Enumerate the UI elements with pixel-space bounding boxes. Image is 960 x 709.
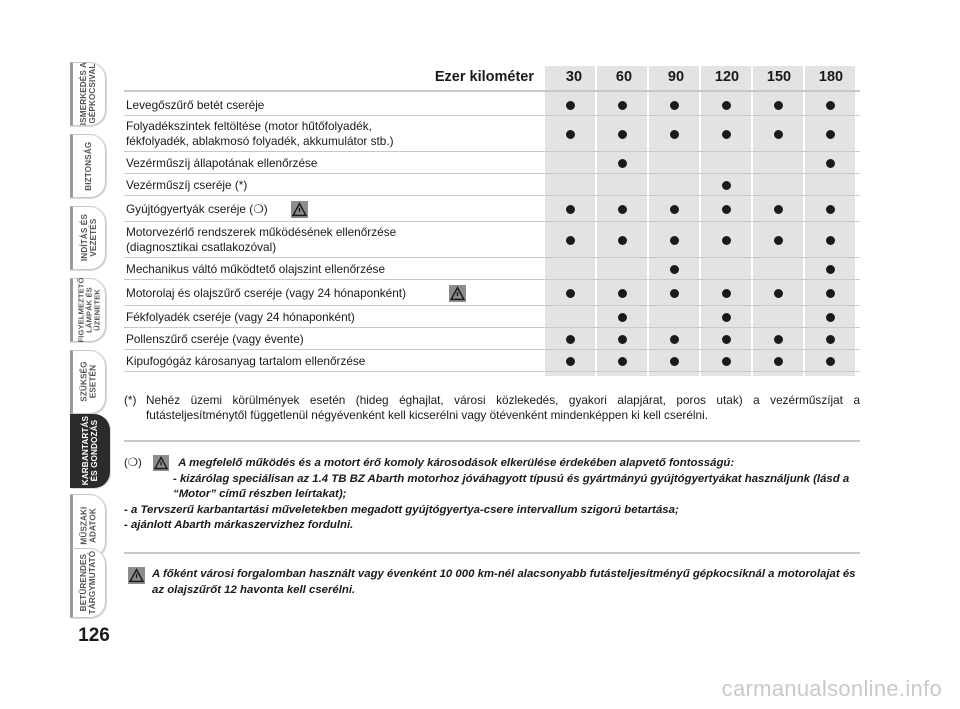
tab-label: INDÍTÁS ÉS VEZETÉS <box>79 214 98 262</box>
km-column-90: 90 <box>667 69 685 85</box>
schedule-dot-icon <box>618 159 627 168</box>
schedule-dot-icon <box>774 130 783 139</box>
row-label: Levegőszűrő betét cseréje <box>126 97 265 112</box>
tab-label: BIZTONSÁG <box>83 141 93 191</box>
schedule-dot-icon <box>826 357 835 366</box>
row-label: Kipufogógáz károsanyag tartalom ellenőrzése <box>126 353 366 368</box>
footnote-text: Nehéz üzemi körülmények esetén (hideg éghajlat, városi közlekedés, gyakori alapjárat, poros utak) a vezérműszíjat a futásteljesítménytől függetlenül négyévenként kell kicserélni vagy ötévenként mindenképpen ki kell cserélni. <box>146 393 860 422</box>
note-mark: (❍) <box>124 457 142 470</box>
schedule-dot-icon <box>774 236 783 245</box>
table-row <box>124 222 860 258</box>
note-line-1: A megfelelő működés és a motort érő komoly károsodások elkerülése érdekében alapvető fontosságú: <box>178 457 735 470</box>
row-label: Vezérműszíj állapotának ellenőrzése <box>126 155 318 170</box>
tab-figyelmezteto[interactable] <box>70 278 106 342</box>
warning-triangle-icon <box>153 455 169 471</box>
table-row <box>124 280 860 306</box>
table-row <box>124 94 860 116</box>
table-row <box>124 196 860 222</box>
table-row <box>124 328 860 350</box>
warning-triangle-icon <box>291 201 308 223</box>
oil-note-text: A főként városi forgalomban használt vagy évenként 10 000 km-nél alacsonyabb futásteljesítményű gépkocsiknál a motorolajat és az olajszűrőt 12 havonta kell cserélni. <box>152 568 856 596</box>
schedule-dot-icon <box>722 101 731 110</box>
schedule-dot-icon <box>670 130 679 139</box>
schedule-dot-icon <box>826 205 835 214</box>
schedule-dot-icon <box>670 335 679 344</box>
spark-plug-note <box>124 455 860 534</box>
table-row <box>124 258 860 280</box>
schedule-dot-icon <box>826 313 835 322</box>
schedule-dot-icon <box>618 130 627 139</box>
schedule-dot-icon <box>670 101 679 110</box>
schedule-dot-icon <box>826 265 835 274</box>
table-header <box>124 66 860 92</box>
schedule-dot-icon <box>826 289 835 298</box>
row-label: Mechanikus váltó működtető olajszint ellenőrzése <box>126 261 386 276</box>
schedule-dot-icon <box>618 313 627 322</box>
schedule-dot-icon <box>722 205 731 214</box>
tab-label: BETŰRENDES TÁRGYMUTATÓ <box>79 551 97 615</box>
table-row <box>124 174 860 196</box>
schedule-dot-icon <box>618 236 627 245</box>
schedule-dot-icon <box>774 357 783 366</box>
oil-change-note <box>128 567 860 598</box>
schedule-dot-icon <box>566 205 575 214</box>
schedule-dot-icon <box>722 181 731 190</box>
table-row <box>124 152 860 174</box>
km-header-label: Ezer kilométer <box>434 69 534 85</box>
tab-label: MŰSZAKI ADATOK <box>79 507 97 545</box>
schedule-dot-icon <box>774 101 783 110</box>
schedule-dot-icon <box>826 236 835 245</box>
tab-biztonsag[interactable] <box>70 134 106 198</box>
page-number: 126 <box>78 625 110 646</box>
schedule-dot-icon <box>722 335 731 344</box>
schedule-dot-icon <box>722 236 731 245</box>
table-row <box>124 306 860 328</box>
schedule-dot-icon <box>774 289 783 298</box>
row-label: Pollenszűrő cseréje (vagy évente) <box>126 331 304 346</box>
maintenance-schedule-table <box>124 66 860 368</box>
schedule-dot-icon <box>774 335 783 344</box>
footnote-mark: (*) <box>124 393 137 407</box>
row-label: Motorvezérlő rendszerek működésének ellenőrzése (diagnosztikai csatlakozóval) <box>126 225 397 254</box>
schedule-dot-icon <box>618 335 627 344</box>
km-column-120: 120 <box>714 69 740 85</box>
note-line-2: - kizárólag speciálisan az 1.4 TB BZ Abarth motorhoz jóváhagyott típusú és gyártmányú gyújtógyertyákat használjunk (lásd a “Motor” című részben leírtakat); <box>173 472 850 501</box>
schedule-dot-icon <box>566 236 575 245</box>
table-row <box>124 350 860 372</box>
schedule-dot-icon <box>722 357 731 366</box>
km-column-60: 60 <box>615 69 633 85</box>
note-line-4: - ajánlott Abarth márkaszervizhez fordulni. <box>124 519 354 532</box>
tab-label: ISMERKEDÉS A GÉPKOCSIVAL <box>79 62 98 126</box>
tab-label: SZÜKSÉG ESETÉN <box>79 361 97 403</box>
row-label: Motorolaj és olajszűrő cseréje (vagy 24 hónaponként) <box>126 285 407 300</box>
schedule-dot-icon <box>774 205 783 214</box>
schedule-dot-icon <box>670 205 679 214</box>
schedule-dot-icon <box>566 130 575 139</box>
schedule-dot-icon <box>826 159 835 168</box>
divider <box>124 440 860 442</box>
note-line-3: - a Tervszerű karbantartási műveletekben megadott gyújtógyertya-csere intervallum szigorú betartása; <box>124 503 679 516</box>
tab-inditas[interactable] <box>70 206 106 270</box>
tab-karbantartas[interactable] <box>70 414 110 488</box>
schedule-dot-icon <box>566 357 575 366</box>
header-rule <box>124 90 860 92</box>
schedule-dot-icon <box>618 357 627 366</box>
schedule-dot-icon <box>670 357 679 366</box>
warning-triangle-icon <box>449 285 466 307</box>
schedule-dot-icon <box>566 335 575 344</box>
km-column-30: 30 <box>565 69 583 85</box>
tab-label: FIGYELMEZTETŐ LÁMPÁK ÉS ÜZENETEK <box>76 277 102 343</box>
tab-betrendes[interactable] <box>70 548 106 618</box>
tab-label: KARBANTARTÁS ÉS GONDOZÁS <box>81 416 99 486</box>
schedule-dot-icon <box>722 289 731 298</box>
km-column-150: 150 <box>766 69 792 85</box>
schedule-dot-icon <box>618 289 627 298</box>
schedule-dot-icon <box>722 313 731 322</box>
tab-ismerkedes[interactable] <box>70 62 106 126</box>
schedule-dot-icon <box>826 130 835 139</box>
schedule-dot-icon <box>618 101 627 110</box>
schedule-dot-icon <box>670 289 679 298</box>
schedule-dot-icon <box>618 205 627 214</box>
divider <box>124 552 860 554</box>
schedule-dot-icon <box>670 265 679 274</box>
tab-szukseg[interactable] <box>70 350 106 414</box>
schedule-dot-icon <box>566 289 575 298</box>
schedule-dot-icon <box>826 101 835 110</box>
row-label: Gyújtógyertyák cseréje (❍) <box>126 201 268 216</box>
warning-triangle-icon <box>128 567 145 584</box>
table-row <box>124 116 860 152</box>
row-label: Folyadékszintek feltöltése (motor hűtőfolyadék, fékfolyadék, ablakmosó folyadék, akkumulátor stb.) <box>126 119 394 148</box>
schedule-dot-icon <box>566 101 575 110</box>
footnote <box>124 393 860 423</box>
schedule-dot-icon <box>670 236 679 245</box>
row-label: Vezérműszíj cseréje (*) <box>126 177 248 192</box>
schedule-dot-icon <box>722 130 731 139</box>
schedule-dot-icon <box>826 335 835 344</box>
watermark: carmanualsonline.info <box>721 676 942 701</box>
km-column-180: 180 <box>818 69 844 85</box>
row-label: Fékfolyadék cseréje (vagy 24 hónaponként) <box>126 309 355 324</box>
